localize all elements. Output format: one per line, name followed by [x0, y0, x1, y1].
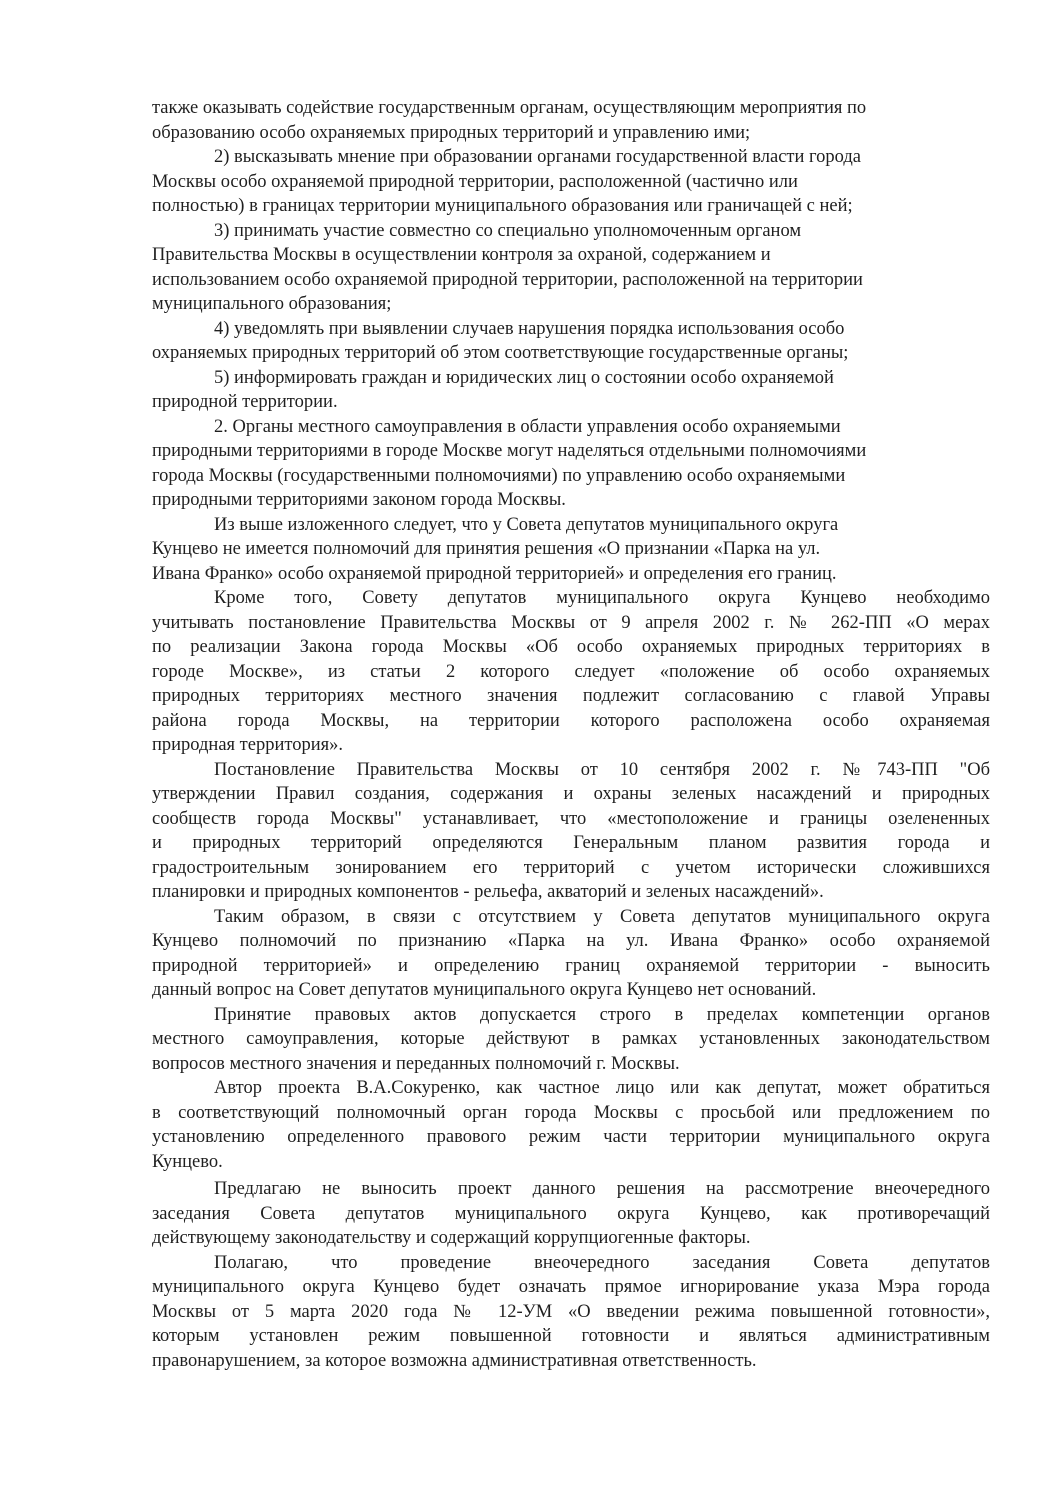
text-line: Из выше изложенного следует, что у Совета депутатов муниципального округа [214, 514, 839, 535]
text-line: использованием особо охраняемой природной территории, расположенной на территории [152, 269, 863, 290]
text-line: образованию особо охраняемых природных территорий и управлению ими; [152, 122, 751, 143]
text-line: которым установлен режим повышенной готовности и являться административным [152, 1326, 990, 1346]
text-line: также оказывать содействие государственным органам, осуществляющим мероприятия по [152, 98, 867, 118]
text-line: Кроме того, Совету депутатов муниципального округа Кунцево необходимо [214, 588, 990, 608]
text-line: полностью) в границах территории муниципального образования или граничащей с ней; [152, 196, 853, 216]
text-line: данный вопрос на Совет депутатов муниципального округа Кунцево нет оснований. [152, 980, 817, 1000]
text-line: планировки и природных компонентов - рельефа, акваторий и зеленых насаждений». [152, 882, 824, 902]
text-line: Автор проекта В.А.Сокуренко, как частное лицо или как депутат, может обратиться [214, 1078, 990, 1098]
text-line: природными территориями в городе Москве могут наделяться отдельными полномочиями [152, 441, 867, 461]
text-line: Постановление Правительства Москвы от 10 сентября 2002 г. №743-ПП "Об [214, 759, 990, 780]
text-line: Кунцево полномочий по признанию «Парка на ул. Ивана Франко» особо охраняемой [152, 931, 990, 951]
text-line: муниципального округа Кунцево будет означать прямое игнорирование указа Мэра города [152, 1277, 990, 1297]
text-line: охраняемых природных территорий об этом соответствующие государственные органы; [152, 343, 849, 363]
text-line: сообществ города Москвы" устанавливает, что «местоположение и границы озелененных [152, 808, 990, 829]
text-line: природной территорией» и определению границ охраняемой территории - выносить [152, 955, 990, 976]
text-line: Правительства Москвы в осуществлении контроля за охраной, содержанием и [152, 245, 771, 265]
text-line: природными территориями законом города Москвы. [152, 490, 566, 510]
text-line: градостроительным зонированием его территорий с учетом исторически сложившихся [152, 857, 990, 878]
text-line: природной территории. [152, 392, 338, 412]
text-line: Кунцево не имеется полномочий для принятия решения «О признании «Парка на ул. [152, 539, 821, 559]
text-line: в соответствующий полномочный орган города Москвы с просьбой или предложением по [152, 1102, 990, 1123]
text-line: действующему законодательству и содержащий коррупциогенные факторы. [152, 1228, 751, 1248]
text-line: правонарушением, за которое возможна административная ответственность. [152, 1350, 757, 1371]
text-line: заседания Совета депутатов муниципального округа Кунцево, как противоречащий [152, 1203, 990, 1224]
text-line: установлению определенного правового режим части территории муниципального округа [152, 1127, 990, 1147]
text-line: Принятие правовых актов допускается строго в пределах компетенции органов [214, 1004, 990, 1025]
text-line: 5) информировать граждан и юридических лиц о состоянии особо охраняемой [214, 367, 834, 388]
text-line: вопросов местного значения и переданных полномочий г. Москвы. [152, 1053, 680, 1074]
text-line: природных территориях местного значения подлежит согласованию с главой Управы [152, 686, 990, 706]
text-line: и природных территорий определяются Генеральным планом развития города и [152, 833, 990, 853]
text-line: по реализации Закона города Москвы «Об особо охраняемых природных территориях в [152, 637, 990, 657]
text-line: 2. Органы местного самоуправления в области управления особо охраняемыми [214, 416, 841, 437]
text-line: 4) уведомлять при выявлении случаев нарушения порядка использования особо [214, 318, 845, 339]
text-line: Предлагаю не выносить проект данного решения на рассмотрение внеочередного [214, 1179, 990, 1199]
text-line: района города Москвы, на территории которого расположена особо охраняемая [152, 710, 990, 731]
text-line: Москвы от 5 марта 2020 года № 12-УМ «О введении режима повышенной готовности», [152, 1301, 990, 1322]
text-line: города Москвы (государственными полномочиями) по управлению особо охраняемыми [152, 465, 846, 486]
text-line: Полагаю, что проведение внеочередного заседания Совета депутатов [214, 1252, 990, 1273]
text-line: Москвы особо охраняемой природной территории, расположенной (частично или [152, 171, 798, 192]
text-line: Кунцево. [152, 1151, 223, 1172]
text-line: утверждении Правил создания, содержания и охраны зеленых насаждений и природных [152, 784, 990, 804]
text-line: местного самоуправления, которые действуют в рамках установленных законодательством [152, 1029, 990, 1049]
text-line: муниципального образования; [152, 294, 392, 314]
document-page [152, 96, 990, 1373]
text-line: городе Москве», из статьи 2 которого следует «положение об особо охраняемых [152, 661, 990, 682]
text-line: 2) высказывать мнение при образовании органами государственной власти города [214, 147, 862, 167]
text-line: Таким образом, в связи с отсутствием у Совета депутатов муниципального округа [214, 906, 990, 927]
text-line: учитывать постановление Правительства Москвы от 9 апреля 2002 г. № 262-ПП «О мерах [152, 612, 990, 633]
text-line: 3) принимать участие совместно со специально уполномоченным органом [214, 220, 802, 241]
text-line: Ивана Франко» особо охраняемой природной территорией» и определения его границ. [152, 563, 837, 584]
text-line: природная территория». [152, 735, 343, 755]
